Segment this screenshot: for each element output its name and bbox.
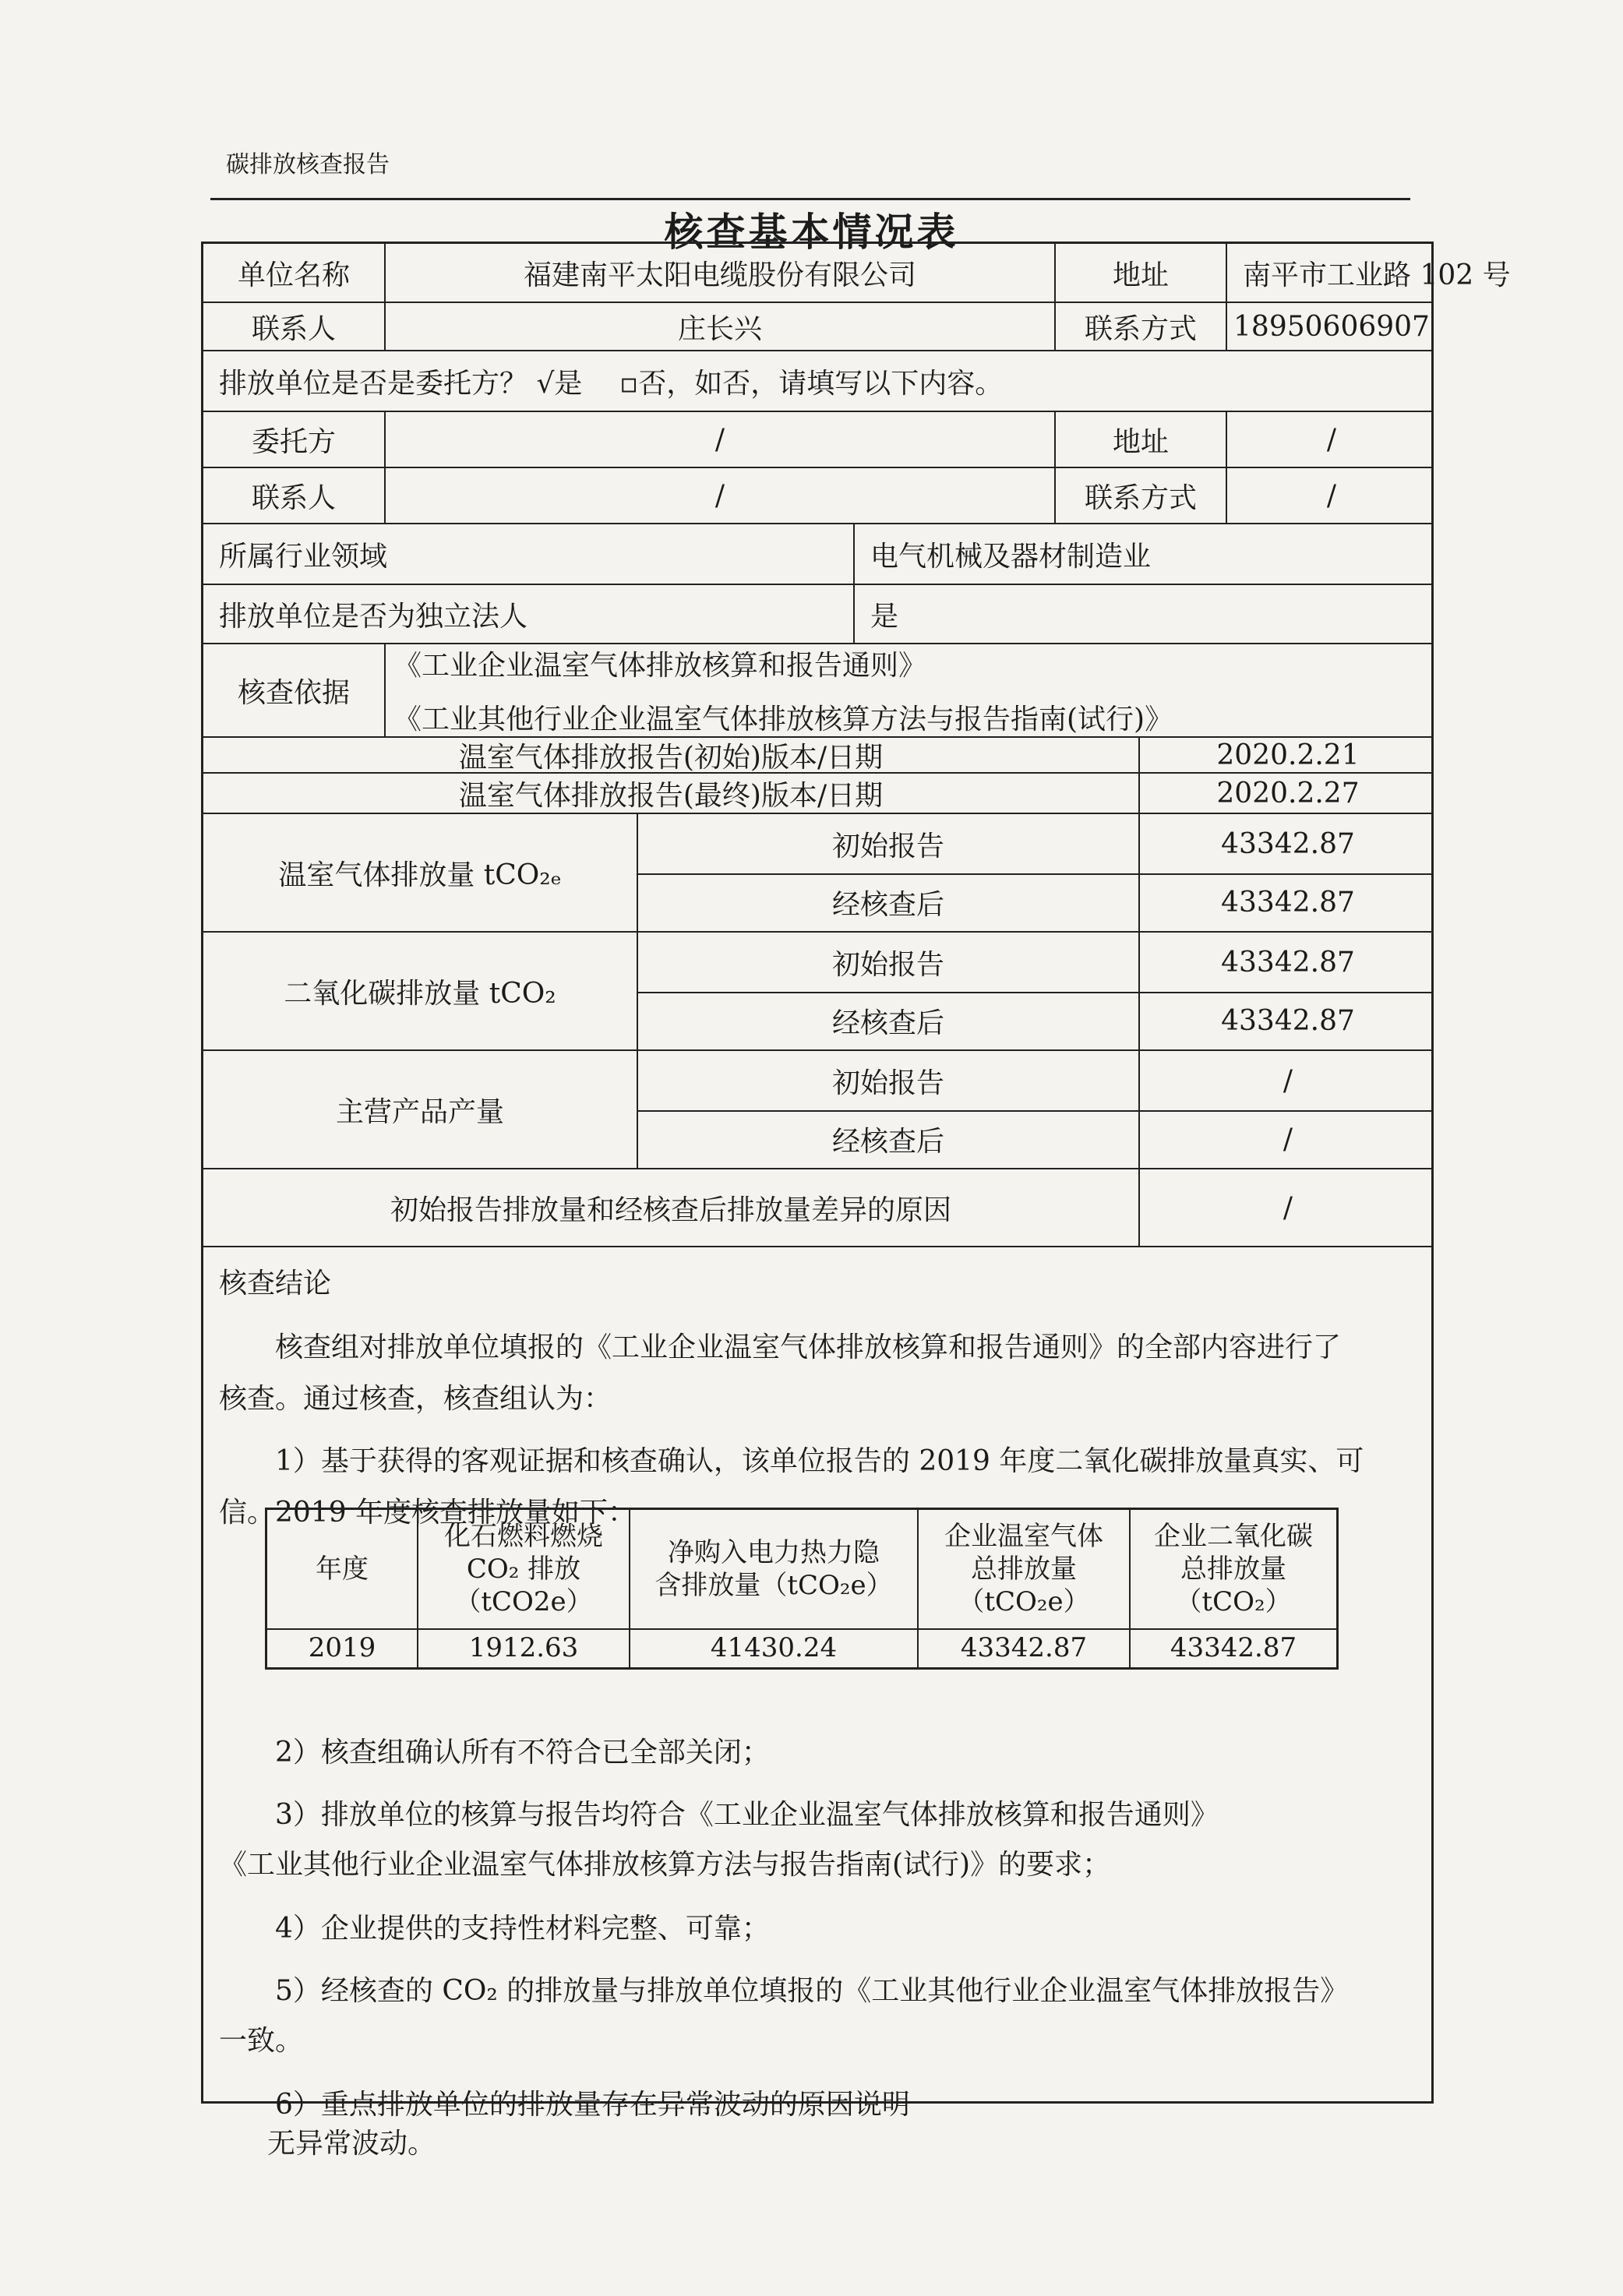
report-version-final-row	[203, 774, 1431, 814]
header-year: 年度	[267, 1510, 417, 1630]
delegator-contact-value: /	[384, 468, 1054, 523]
co2-emission-group	[203, 933, 1431, 1051]
verification-table	[201, 242, 1511, 2160]
basis-row	[203, 644, 1431, 738]
unit-address-value: 南平市工业路 102 号	[1226, 244, 1436, 302]
co2-verified-value: 43342.87	[1138, 992, 1436, 1049]
report-version-final-value: 2020.2.27	[1138, 774, 1436, 813]
header-co2-total: 企业二氧化碳 总排放量 （tCO₂）	[1131, 1510, 1336, 1630]
conclusion-title: 核查结论	[219, 1268, 332, 1300]
unit-row	[203, 244, 1511, 303]
conclusion-point1-line2: 信。2019 年度核查排放量如下：	[219, 1497, 637, 1529]
phone-label: 联系方式	[1054, 303, 1226, 350]
conclusion-point6: 6）重点排放单位的排放量存在异常波动的原因说明	[275, 2089, 910, 2121]
cell-fossil: 1912.63	[468, 1632, 579, 1663]
conclusion-point3-line1: 3）排放单位的核算与报告均符合《工业企业温室气体排放核算和报告通则》	[275, 1799, 1219, 1831]
col-electricity	[629, 1510, 917, 1667]
header-electricity: 净购入电力热力隐 含排放量（tCO₂e）	[630, 1510, 917, 1630]
unit-name-label: 单位名称	[237, 259, 350, 291]
industry-row	[203, 524, 1431, 585]
conclusion-point2: 2）核查组确认所有不符合已全部关闭；	[275, 1737, 770, 1769]
legal-person-row	[203, 585, 1431, 644]
conclusion-point5-line1: 5）经核查的 CO₂ 的排放量与排放单位填报的《工业其他行业企业温室气体排放报告》	[275, 1975, 1349, 2007]
unit-name-value: 福建南平太阳电缆股份有限公司	[384, 244, 1054, 302]
product-verified-stage: 经核查后	[637, 1110, 1138, 1168]
delegator-label: 委托方	[251, 425, 336, 458]
conclusion-point6-answer: 无异常波动。	[267, 2128, 436, 2160]
legal-person-value: 是	[853, 585, 1436, 643]
delegator-phone-label: 联系方式	[1054, 468, 1226, 523]
basis-item: 《工业其他行业企业温室气体排放核算方法与报告指南(试行)》	[393, 704, 1173, 735]
conclusion-intro-line1: 核查组对排放单位填报的《工业企业温室气体排放核算和报告通则》的全部内容进行了	[275, 1331, 1342, 1363]
page-header: 碳排放核查报告	[226, 151, 390, 178]
difference-row	[203, 1169, 1431, 1247]
ghg-initial-value: 43342.87	[1138, 814, 1436, 873]
delegation-row	[203, 351, 1431, 412]
co2-emission-label: 二氧化碳排放量 tCO₂	[284, 977, 556, 1010]
contact-row	[203, 303, 1431, 351]
product-output-group	[203, 1051, 1431, 1169]
cell-co2-total: 43342.87	[1170, 1632, 1297, 1663]
product-verified-value: /	[1138, 1110, 1436, 1168]
co2-initial-stage: 初始报告	[637, 933, 1138, 992]
co2-initial-value: 43342.87	[1138, 933, 1436, 992]
product-initial-stage: 初始报告	[637, 1051, 1138, 1110]
legal-person-label: 排放单位是否为独立法人	[219, 600, 528, 633]
product-output-label: 主营产品产量	[335, 1095, 504, 1128]
delegator-address-label: 地址	[1054, 412, 1226, 467]
basis-list	[384, 644, 1436, 736]
col-year	[267, 1510, 417, 1667]
cell-electricity: 41430.24	[710, 1632, 838, 1663]
delegator-address-value: /	[1226, 412, 1436, 467]
ghg-verified-stage: 经核查后	[637, 873, 1138, 931]
difference-label: 初始报告排放量和经核查后排放量差异的原因	[390, 1194, 951, 1226]
delegator-contact-label: 联系人	[251, 481, 336, 514]
ghg-emission-group	[203, 814, 1431, 933]
conclusion-point4: 4）企业提供的支持性材料完整、可靠；	[275, 1913, 770, 1945]
ghg-verified-value: 43342.87	[1138, 873, 1436, 931]
report-version-initial-label: 温室气体排放报告(初始)版本/日期	[458, 741, 884, 774]
col-fossil	[417, 1510, 629, 1667]
emission-summary-table	[265, 1508, 1339, 1670]
conclusion-point1-line1: 1）基于获得的客观证据和核查确认，该单位报告的 2019 年度二氧化碳排放量真实、可	[275, 1445, 1364, 1477]
delegator-phone-value: /	[1226, 468, 1436, 523]
contact-value: 庄长兴	[384, 303, 1054, 350]
header-ghg-total: 企业温室气体 总排放量 （tCO₂e）	[919, 1510, 1129, 1630]
report-version-initial-row	[203, 738, 1431, 774]
col-co2-total	[1129, 1510, 1336, 1667]
report-version-final-label: 温室气体排放报告(最终)版本/日期	[458, 779, 884, 812]
header-fossil: 化石燃料燃烧 CO₂ 排放 （tCO2e）	[418, 1510, 629, 1630]
ghg-emission-label: 温室气体排放量 tCO₂ₑ	[278, 859, 562, 891]
ghg-initial-stage: 初始报告	[637, 814, 1138, 873]
delegator-contact-row	[203, 468, 1431, 524]
co2-verified-stage: 经核查后	[637, 992, 1138, 1049]
basis-label: 核查依据	[237, 676, 350, 709]
contact-label: 联系人	[251, 312, 336, 345]
delegator-row	[203, 412, 1431, 468]
industry-label: 所属行业领域	[219, 540, 388, 573]
header-rule	[210, 198, 1410, 200]
conclusion-intro-line2: 核查。通过核查，核查组认为：	[219, 1383, 612, 1415]
cell-year: 2019	[308, 1632, 376, 1663]
phone-value: 18950606907	[1226, 303, 1436, 350]
delegation-question: 排放单位是否是委托方？ √是 ▫否，如否，请填写以下内容。	[219, 367, 1004, 400]
basis-item: 《工业企业温室气体排放核算和报告通则》	[393, 650, 927, 682]
form-title: 核查基本情况表	[664, 210, 959, 255]
cell-ghg-total: 43342.87	[960, 1632, 1088, 1663]
industry-value: 电气机械及器材制造业	[853, 524, 1436, 584]
conclusion-point3-line2: 《工业其他行业企业温室气体排放核算方法与报告指南(试行)》的要求；	[219, 1849, 1111, 1881]
product-initial-value: /	[1138, 1051, 1436, 1110]
conclusion-point5-line2: 一致。	[219, 2025, 304, 2057]
difference-value: /	[1138, 1169, 1436, 1246]
unit-address-label: 地址	[1054, 244, 1226, 302]
delegator-value: /	[384, 412, 1054, 467]
report-version-initial-value: 2020.2.21	[1138, 738, 1436, 772]
col-ghg-total	[917, 1510, 1129, 1667]
